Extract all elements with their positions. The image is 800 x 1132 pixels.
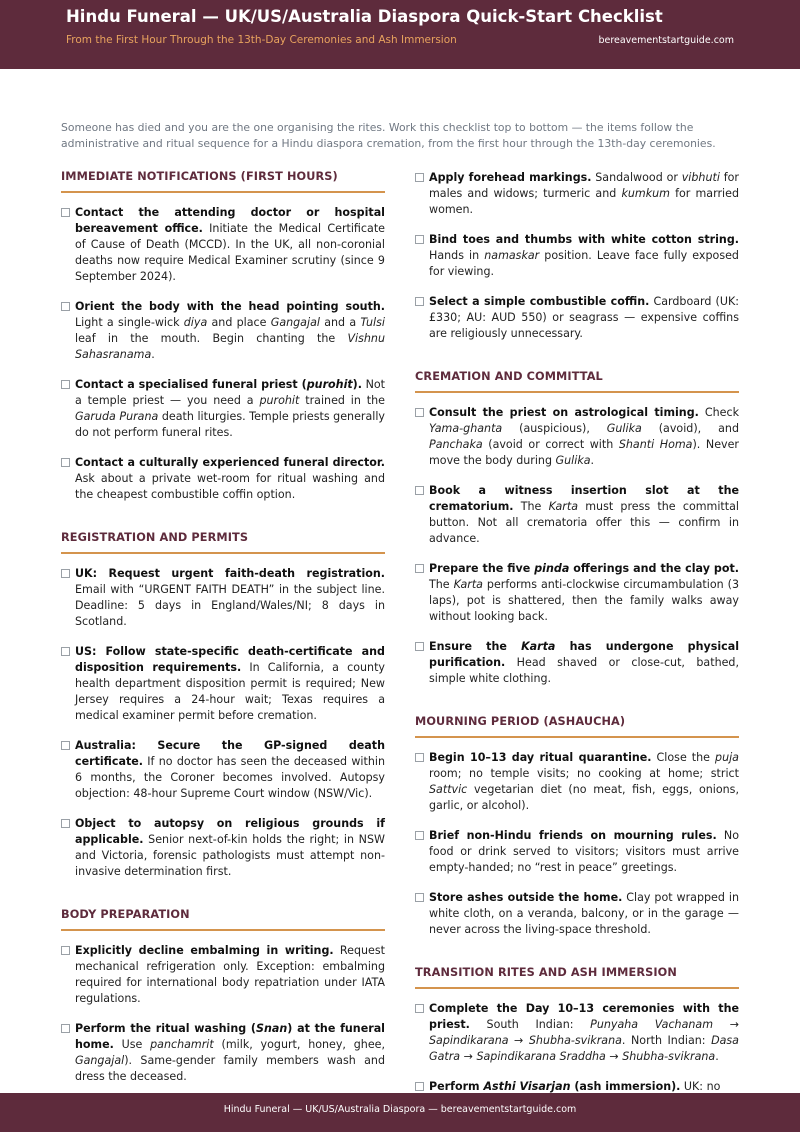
- checkbox[interactable]: [415, 753, 424, 762]
- checklist-item: Perform Asthi Visarjan (ash immersion). UK: no: [415, 1079, 739, 1095]
- checklist-item: US: Follow state-specific death-certificate and disposition requirements. In California, a county health department disposition permit is required; New Jersey requires a 24-hour wait; Texas requires a medical examiner permit before cremation.: [61, 644, 385, 724]
- checklist-item: Book a witness insertion slot at the crematorium. The Karta must press the committal button. Not all crematoria offer this — confirm in advance.: [415, 483, 739, 547]
- checklist-item: Perform the ritual washing (Snan) at the funeral home. Use panchamrit (milk, yogurt, honey, ghee, Gangajal). Same-gender family members wash and dress the deceased.: [61, 1021, 385, 1085]
- checkbox[interactable]: [61, 208, 70, 217]
- checkbox[interactable]: [415, 831, 424, 840]
- section-mourning-period: [415, 715, 739, 938]
- section-title: CREMATION AND COMMITTAL: [415, 370, 739, 393]
- intro-text: Someone has died and you are the one organising the rites. Work this checklist top to bottom — the items follow the administrative and ritual sequence for a Hindu diaspora cremation, from the first hour through the 13th-day ceremonies.: [61, 121, 716, 150]
- checkbox[interactable]: [61, 1024, 70, 1033]
- checkbox[interactable]: [61, 380, 70, 389]
- section-registration-permits: [61, 531, 385, 880]
- checkbox[interactable]: [415, 1082, 424, 1091]
- checkbox[interactable]: [415, 893, 424, 902]
- section-title: IMMEDIATE NOTIFICATIONS (FIRST HOURS): [61, 170, 385, 193]
- checkbox[interactable]: [61, 569, 70, 578]
- right-column: [415, 170, 739, 1123]
- checkbox[interactable]: [415, 1004, 424, 1013]
- checkbox[interactable]: [415, 486, 424, 495]
- checkbox[interactable]: [61, 458, 70, 467]
- section-body-preparation: [61, 908, 385, 1085]
- checklist-item: Bind toes and thumbs with white cotton string. Hands in namaskar position. Leave face fully exposed for viewing.: [415, 232, 739, 280]
- checkbox[interactable]: [415, 564, 424, 573]
- section-transition-rites: [415, 966, 739, 1095]
- checklist-item: Select a simple combustible coffin. Cardboard (UK: £330; AU: AUD 550) or seagrass — expensive coffins are religiously unnecessary.: [415, 294, 739, 342]
- checklist-item: Brief non-Hindu friends on mourning rules. No food or drink served to visitors; visitors must arrive empty-handed; no “rest in peace” greetings.: [415, 828, 739, 876]
- checkbox[interactable]: [415, 408, 424, 417]
- checkbox[interactable]: [61, 302, 70, 311]
- section-title: TRANSITION RITES AND ASH IMMERSION: [415, 966, 739, 989]
- footer-text: Hindu Funeral — UK/US/Australia Diaspora — bereavementstartguide.com: [223, 1104, 577, 1115]
- site-name: bereavementstartguide.com: [598, 35, 734, 46]
- page-footer: [0, 1093, 800, 1132]
- section-cremation-committal: [415, 370, 739, 687]
- checklist-item: Begin 10–13 day ritual quarantine. Close the puja room; no temple visits; no cooking at home; strict Sattvic vegetarian diet (no meat, fish, eggs, onions, garlic, or alcohol).: [415, 750, 739, 814]
- checkbox[interactable]: [415, 297, 424, 306]
- section-immediate-notifications: [61, 170, 385, 503]
- checklist-item: Australia: Secure the GP-signed death certificate. If no doctor has seen the deceased within 6 months, the Coroner becomes involved. Autopsy objection: 48-hour Supreme Court window (NSW/Vic).: [61, 738, 385, 802]
- checkbox[interactable]: [61, 819, 70, 828]
- section-title: MOURNING PERIOD (ASHAUCHA): [415, 715, 739, 738]
- section-body-preparation-continued: [415, 170, 739, 342]
- checkbox[interactable]: [61, 741, 70, 750]
- checklist-item: Contact the attending doctor or hospital bereavement office. Initiate the Medical Certificate of Cause of Death (MCCD). In the UK, all non-coronial deaths now require Medical Examiner scrutiny (since 9 September 2024).: [61, 205, 385, 285]
- checklist-item: Prepare the five pinda offerings and the clay pot. The Karta performs anti-clockwise circumambulation (3 laps), pot is shattered, then the family walks away without looking back.: [415, 561, 739, 625]
- checklist-item: Contact a culturally experienced funeral director. Ask about a private wet-room for ritual washing and the cheapest combustible coffin option.: [61, 455, 385, 503]
- checklist-item: Explicitly decline embalming in writing. Request mechanical refrigeration only. Exception: embalming required for international body repatriation under IATA regulations.: [61, 943, 385, 1007]
- checkbox[interactable]: [61, 946, 70, 955]
- left-column: [61, 170, 385, 1113]
- checklist-item: Object to autopsy on religious grounds if applicable. Senior next-of-kin holds the right; in NSW and Victoria, forensic pathologists must attempt non-invasive determination first.: [61, 816, 385, 880]
- checkbox[interactable]: [61, 647, 70, 656]
- checklist-item: Apply forehead markings. Sandalwood or vibhuti for males and widows; turmeric and kumkum for married women.: [415, 170, 739, 218]
- checklist-item: Complete the Day 10–13 ceremonies with the priest. South Indian: Punyaha Vachanam → Sapindikarana → Shubha-svikrana. North Indian: Dasa Gatra → Sapindikarana Sraddha → Shubha-svikrana.: [415, 1001, 739, 1065]
- checklist-item: Consult the priest on astrological timing. Check Yama-ghanta (auspicious), Gulika (avoid), and Panchaka (avoid or correct with Shanti Homa). Never move the body during Gulika.: [415, 405, 739, 469]
- checklist-item: Contact a specialised funeral priest (purohit). Not a temple priest — you need a purohit trained in the Garuda Purana death liturgies. Temple priests generally do not perform funeral rites.: [61, 377, 385, 441]
- page-header: [0, 0, 800, 69]
- checkbox[interactable]: [415, 235, 424, 244]
- section-title: BODY PREPARATION: [61, 908, 385, 931]
- checklist-item: Ensure the Karta has undergone physical purification. Head shaved or close-cut, bathed, simple white clothing.: [415, 639, 739, 687]
- checklist-item: Store ashes outside the home. Clay pot wrapped in white cloth, on a veranda, balcony, or in the garage — never across the living-space threshold.: [415, 890, 739, 938]
- page-title: Hindu Funeral — UK/US/Australia Diaspora Quick-Start Checklist: [66, 7, 663, 26]
- checkbox[interactable]: [415, 642, 424, 651]
- checklist-item: Orient the body with the head pointing south. Light a single-wick diya and place Gangajal and a Tulsi leaf in the mouth. Begin chanting the Vishnu Sahasranama.: [61, 299, 385, 363]
- checkbox[interactable]: [415, 173, 424, 182]
- section-title: REGISTRATION AND PERMITS: [61, 531, 385, 554]
- page-subtitle: From the First Hour Through the 13th-Day Ceremonies and Ash Immersion: [66, 34, 457, 46]
- checklist-item: UK: Request urgent faith-death registration. Email with “URGENT FAITH DEATH” in the subject line. Deadline: 5 days in England/Wales/NI; 8 days in Scotland.: [61, 566, 385, 630]
